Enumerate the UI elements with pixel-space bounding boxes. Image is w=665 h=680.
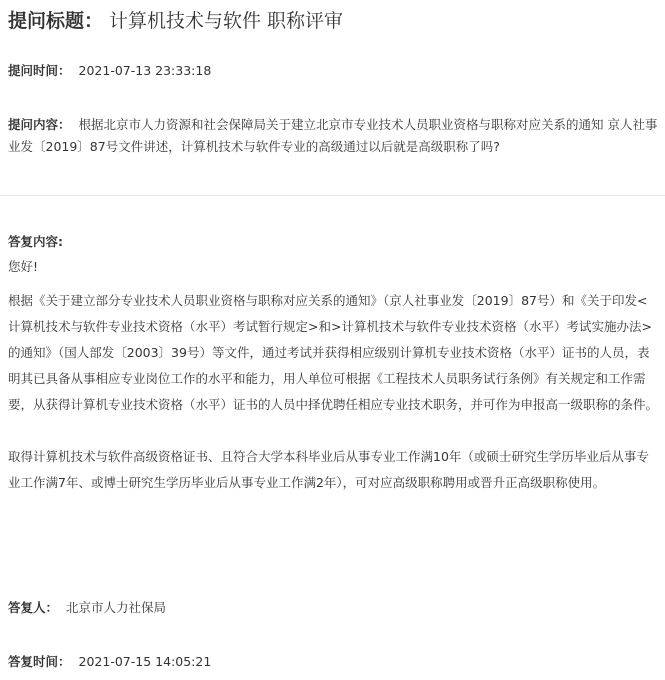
responder-row <box>8 598 658 618</box>
question-time-value: 2021-07-13 23:33:18 <box>78 63 212 78</box>
answer-greeting: 您好! <box>8 259 39 274</box>
answer-content-label: 答复内容: <box>8 234 63 249</box>
question-content-text: 根据北京市人力资源和社会保障局关于建立北京市专业技术人员职业资格与职称对应关系的通知 京人社事业发〔2019〕87号文件讲述，计算机技术与软件专业的高级通过以后就是高级职称了吗? <box>8 117 658 154</box>
question-content-label: 提问内容： <box>8 117 71 132</box>
section-divider <box>0 195 665 196</box>
question-title-row <box>8 6 658 34</box>
question-content <box>8 114 658 158</box>
question-time-label: 提问时间： <box>8 63 71 78</box>
answer-time-row <box>8 652 658 672</box>
question-time-row <box>8 61 658 81</box>
responder-value: 北京市人力社保局 <box>66 600 167 615</box>
question-title-label: 提问标题： <box>8 10 104 32</box>
answer-paragraph-2: 取得计算机技术与软件高级资格证书、且符合大学本科毕业后从事专业工作满10年（或硕士研究生学历毕业后从事专业工作满7年、或博士研究生学历毕业后从事专业工作满2年），可对应高级职称聘用或晋升正高级职称使用。 <box>8 449 649 490</box>
answer-paragraph-1: 根据《关于建立部分专业技术人员职业资格与职称对应关系的通知》（京人社事业发〔2019〕87号）和《关于印发<计算机技术与软件专业技术资格（水平）考试暂行规定>和>计算机技术与软件专业技术资格（水平）考试实施办法>的通知》（国人部发〔2003〕39号）等文件，通过考试并获得相应级别计算机专业技术资格（水平）证书的人员，表明其已具备从事相应专业岗位工作的水平和能力，用人单位可根据《工程技术人员职务试行条例》有关规定和工作需要，从获得计算机专业技术资格（水平）证书的人员中择优聘任相应专业技术职务，并可作为申报高一级职称的条件。 <box>8 293 659 412</box>
answer-time-label: 答复时间： <box>8 654 71 669</box>
answer-time-value: 2021-07-15 14:05:21 <box>78 654 212 669</box>
question-title-value: 计算机技术与软件 职称评审 <box>109 10 344 32</box>
responder-label: 答复人： <box>8 600 59 615</box>
